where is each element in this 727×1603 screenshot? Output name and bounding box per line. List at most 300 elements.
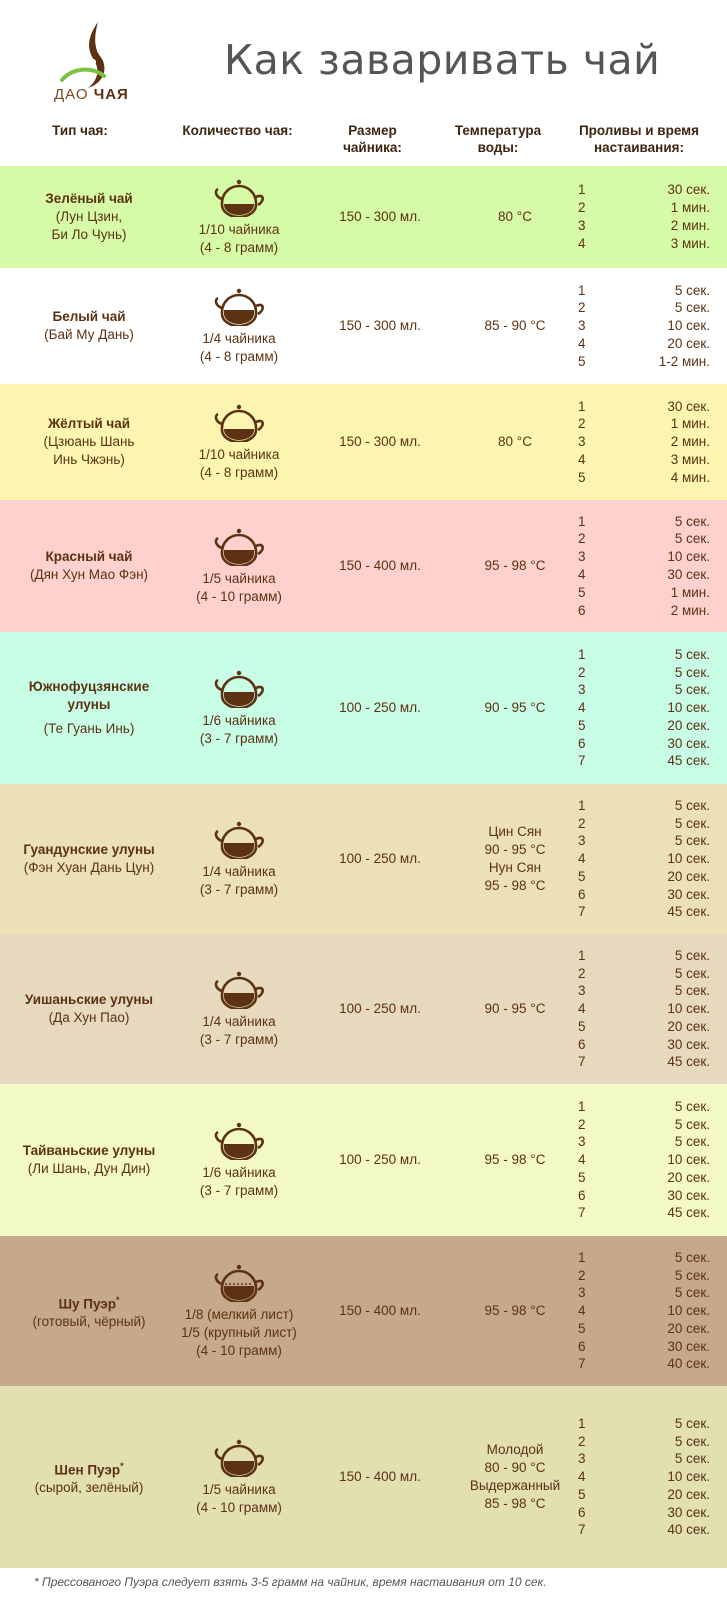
steep-time: 10 сек. [667, 700, 710, 716]
steep-item [578, 797, 718, 815]
steep-time: 5 сек. [674, 947, 710, 963]
tea-name [23, 1142, 156, 1160]
teapot-icon [212, 402, 266, 442]
teapot-size-cell [310, 1386, 450, 1568]
steep-time: 2 мин. [670, 218, 710, 233]
steep-item [578, 217, 718, 235]
steep-number: 3 [578, 218, 586, 233]
tea-subtitle: (Ли Шань, Дун Дин) [27, 1161, 151, 1176]
steep-time: 5 сек. [674, 983, 710, 999]
water-temp-line: 95 - 98 °C [484, 1152, 546, 1167]
steep-number: 5 [578, 717, 586, 733]
steep-number: 2 [578, 1433, 586, 1449]
tea-quantity-line: 1/6 чайника [202, 1165, 276, 1180]
steep-item [578, 1486, 718, 1504]
steep-number: 2 [578, 965, 586, 981]
steep-time: 5 сек. [674, 300, 710, 316]
teapot-icon [212, 819, 266, 859]
steep-time: 30 сек. [667, 886, 710, 902]
steep-list [578, 632, 718, 784]
tea-quantity-line: (3 - 7 грамм) [199, 1183, 279, 1198]
steep-time: 5 сек. [674, 1098, 710, 1114]
teapot-size: 150 - 300 мл. [339, 434, 421, 449]
tea-type-cell [0, 1236, 178, 1386]
tea-quantity-cell [165, 632, 313, 784]
steep-number: 5 [578, 469, 586, 485]
logo-text [54, 86, 129, 103]
steep-item [578, 735, 718, 753]
steep-number: 6 [578, 1187, 586, 1203]
steep-item [578, 717, 718, 735]
teapot-size: 150 - 300 мл. [339, 318, 421, 333]
water-temp-line: 95 - 98 °C [484, 558, 546, 573]
steep-item [578, 886, 718, 904]
steep-item [578, 1284, 718, 1302]
tea-type-cell [0, 1386, 178, 1568]
steep-number: 6 [578, 1504, 586, 1520]
steep-item [578, 1249, 718, 1267]
steep-time: 20 сек. [667, 1320, 710, 1336]
steep-time: 1-2 мин. [658, 353, 710, 369]
water-temp-line: 85 - 98 °C [484, 1496, 546, 1511]
teapot-icon [212, 969, 266, 1009]
steep-item [578, 1018, 718, 1036]
water-temp-cell [440, 500, 590, 632]
steep-number: 4 [578, 1152, 586, 1168]
water-temp-cell [440, 268, 590, 384]
steep-item [578, 299, 718, 317]
steep-item [578, 1521, 718, 1539]
steep-time: 45 сек. [667, 753, 710, 769]
steep-number: 5 [578, 1018, 586, 1034]
steep-number: 1 [578, 513, 586, 529]
steep-time: 20 сек. [667, 1018, 710, 1034]
steep-item [578, 982, 718, 1000]
tea-type-cell [0, 1084, 178, 1236]
steep-list [578, 1084, 718, 1236]
teapot-size-cell [310, 784, 450, 934]
steep-item [578, 868, 718, 886]
steep-time: 2 мин. [670, 434, 710, 450]
tea-quantity-line: 1/6 чайника [202, 713, 276, 728]
steep-time: 5 сек. [674, 664, 710, 680]
steep-time: 5 сек. [674, 1249, 710, 1265]
tea-quantity-line: 1/4 чайника [202, 1014, 276, 1029]
steep-item [578, 1133, 718, 1151]
water-temp-line: 95 - 98 °C [484, 1303, 546, 1318]
steep-time: 30 сек. [667, 1187, 710, 1203]
water-temp-cell [440, 1236, 590, 1386]
steep-item [578, 1187, 718, 1205]
steep-item [578, 1355, 718, 1373]
steep-list [578, 166, 718, 268]
steep-time: 20 сек. [667, 868, 710, 884]
steep-item [578, 1053, 718, 1071]
steep-time: 10 сек. [667, 549, 710, 565]
teapot-size-cell [310, 1236, 450, 1386]
steep-number: 4 [578, 567, 586, 582]
steep-time: 30 сек. [667, 398, 710, 414]
teapot-size: 100 - 250 мл. [339, 1152, 421, 1167]
steep-time: 5 сек. [674, 965, 710, 981]
water-temp-line: Нун Сян [488, 860, 542, 875]
tea-subtitle: (Те Гуань Инь) [43, 721, 135, 736]
steep-time: 5 сек. [674, 1451, 710, 1467]
steep-time: 1 мин. [670, 200, 710, 216]
steep-time: 5 сек. [674, 646, 710, 662]
steep-number: 3 [578, 434, 586, 450]
steep-time: 10 сек. [667, 1152, 710, 1168]
tea-row [0, 1084, 727, 1236]
tea-subtitle: (сырой, зелёный) [34, 1480, 144, 1496]
tea-quantity-line: 1/8 (мелкий лист) [184, 1307, 294, 1322]
steep-list [578, 500, 718, 632]
tea-type-cell [0, 500, 178, 632]
steep-number: 4 [578, 700, 586, 716]
tea-name-text: Красный чай [45, 549, 133, 564]
steep-number: 3 [578, 983, 586, 999]
tea-quantity-line: (4 - 8 грамм) [199, 465, 279, 480]
tea-subtitle: (Да Хун Пао) [48, 1010, 130, 1025]
tea-row [0, 632, 727, 784]
steep-time: 5 сек. [674, 1415, 710, 1431]
column-header-steep: Проливы и время настаивания: [578, 123, 700, 155]
tea-name-text: Шу Пуэр [58, 1296, 117, 1312]
steep-item [578, 1036, 718, 1054]
tea-quantity-line: (4 - 8 грамм) [199, 349, 279, 364]
tea-type-cell [0, 268, 178, 384]
tea-subtitle: улуны [67, 697, 111, 712]
tea-name-text: Жёлтый чай [47, 416, 131, 431]
tea-quantity-line: (4 - 10 грамм) [196, 1343, 282, 1358]
steep-number: 1 [578, 1415, 586, 1431]
tea-quantity-cell [165, 500, 313, 632]
steep-item [578, 1267, 718, 1285]
steep-time: 4 мин. [670, 469, 710, 485]
steep-number: 1 [578, 1098, 586, 1114]
tea-type-cell [0, 934, 178, 1084]
tea-quantity-cell [165, 784, 313, 934]
tea-name-text: Белый чай [52, 309, 126, 324]
steep-time: 10 сек. [667, 851, 710, 867]
steep-item [578, 513, 718, 531]
steep-time: 10 сек. [667, 1469, 710, 1485]
steep-time: 5 сек. [674, 1134, 710, 1150]
tea-name [54, 1457, 123, 1480]
tea-quantity-line: 1/10 чайника [198, 447, 280, 462]
water-temp-line: 90 - 95 °C [484, 700, 546, 715]
steep-number: 7 [578, 1522, 586, 1538]
steep-item [578, 903, 718, 921]
teapot-size-cell [310, 166, 450, 268]
steep-number: 2 [578, 1116, 586, 1132]
teapot-size: 100 - 250 мл. [339, 851, 421, 866]
steep-time: 5 сек. [674, 513, 710, 529]
tea-row [0, 500, 727, 632]
steep-time: 1 мин. [670, 584, 710, 600]
teapot-size-cell [310, 1084, 450, 1236]
water-temp-line: 80 - 90 °C [484, 1460, 546, 1475]
teapot-size: 150 - 400 мл. [339, 1303, 421, 1318]
steep-item [578, 584, 718, 602]
steep-item [578, 199, 718, 217]
column-header-type: Тип чая: [52, 123, 108, 138]
tea-quantity-line: (3 - 7 грамм) [199, 731, 279, 746]
steep-item [578, 1000, 718, 1018]
steep-time: 5 сек. [674, 282, 710, 298]
water-temp-line: 85 - 90 °C [484, 318, 546, 333]
water-temp-cell [440, 934, 590, 1084]
steep-time: 40 сек. [667, 1356, 710, 1372]
steep-number: 3 [578, 1134, 586, 1150]
steep-number: 4 [578, 1303, 586, 1319]
steep-item [578, 965, 718, 983]
steep-number: 4 [578, 335, 586, 351]
steep-item [578, 548, 718, 566]
steep-number: 5 [578, 868, 586, 884]
teapot-size: 100 - 250 мл. [339, 700, 421, 715]
steep-list [578, 384, 718, 500]
tea-row [0, 1236, 727, 1386]
teapot-size-cell [310, 268, 450, 384]
tea-name [46, 548, 133, 566]
steep-number: 7 [578, 1054, 586, 1070]
steep-number: 3 [578, 682, 586, 698]
tea-row [0, 1386, 727, 1568]
tea-type-cell [0, 166, 178, 268]
tea-quantity-cell [165, 934, 313, 1084]
tea-subtitle: (Дян Хун Мао Фэн) [29, 567, 149, 582]
teapot-icon [212, 1262, 266, 1302]
steep-item [578, 335, 718, 353]
tea-quantity-line: 1/5 (крупный лист) [181, 1325, 297, 1340]
steep-item [578, 815, 718, 833]
steep-list [578, 1236, 718, 1386]
teapot-icon [212, 526, 266, 566]
steep-time: 10 сек. [667, 1001, 710, 1017]
tea-subtitle: (готовый, чёрный) [32, 1314, 146, 1330]
steep-item [578, 530, 718, 548]
teapot-size-cell [310, 934, 450, 1084]
steep-item [578, 602, 718, 620]
teapot-icon [212, 668, 266, 708]
steep-number: 1 [578, 797, 586, 813]
water-temp-cell [440, 784, 590, 934]
teapot-icon [212, 177, 266, 217]
steep-number: 4 [578, 1001, 586, 1017]
steep-time: 45 сек. [667, 904, 710, 920]
steep-item [578, 850, 718, 868]
steep-item [578, 1415, 718, 1433]
tea-name-text: Зелёный чай [45, 191, 133, 206]
steep-time: 10 сек. [667, 1303, 710, 1319]
teapot-icon [212, 286, 266, 326]
tea-quantity-line: 1/10 чайника [198, 222, 280, 237]
steep-item [578, 451, 718, 469]
steep-time: 30 сек. [667, 182, 710, 198]
steep-time: 45 сек. [667, 1054, 710, 1070]
steep-item [578, 1338, 718, 1356]
tea-quantity-line: (4 - 10 грамм) [196, 1500, 282, 1515]
steep-number: 2 [578, 200, 586, 216]
tea-name-text: Шен Пуэр [54, 1462, 121, 1478]
steep-item [578, 832, 718, 850]
steep-time: 5 сек. [674, 815, 710, 831]
tea-quantity-line: 1/5 чайника [202, 571, 276, 586]
steep-item [578, 415, 718, 433]
steep-number: 1 [578, 182, 586, 198]
water-temp-line: 80 °C [498, 434, 532, 449]
water-temp-line: 80 °C [498, 209, 532, 224]
tea-name [23, 841, 154, 859]
steep-time: 20 сек. [667, 1169, 710, 1185]
steep-time: 10 сек. [667, 318, 710, 334]
tea-type-cell [0, 632, 178, 784]
water-temp-line: Цин Сян [488, 824, 542, 839]
tea-quantity-cell [165, 1236, 313, 1386]
water-temp-line: 90 - 95 °C [484, 1001, 546, 1016]
steep-time: 30 сек. [667, 567, 710, 582]
steep-number: 6 [578, 602, 586, 618]
water-temp-cell [440, 632, 590, 784]
steep-time: 3 мин. [670, 451, 710, 467]
steep-list [578, 1386, 718, 1568]
tea-row [0, 384, 727, 500]
steep-time: 5 сек. [674, 1267, 710, 1283]
steep-number: 2 [578, 300, 586, 316]
steep-item [578, 1151, 718, 1169]
tea-row [0, 268, 727, 384]
steep-item [578, 752, 718, 770]
tea-quantity-cell [165, 166, 313, 268]
page-title: Как заваривать чай [224, 36, 661, 84]
steep-time: 5 сек. [674, 682, 710, 698]
steep-item [578, 1320, 718, 1338]
tea-name [25, 991, 153, 1009]
steep-time: 5 сек. [674, 797, 710, 813]
steep-time: 30 сек. [667, 1504, 710, 1520]
steep-time: 2 мин. [670, 602, 710, 618]
steep-number: 3 [578, 1285, 586, 1301]
steep-time: 1 мин. [670, 416, 710, 432]
tea-quantity-cell [165, 384, 313, 500]
water-temp-line: 90 - 95 °C [484, 842, 546, 857]
steep-number: 4 [578, 235, 586, 251]
teapot-size-cell [310, 500, 450, 632]
steep-number: 1 [578, 398, 586, 414]
steep-number: 4 [578, 1469, 586, 1485]
steep-item [578, 947, 718, 965]
steep-time: 5 сек. [674, 1433, 710, 1449]
column-header-temp: Температура воды: [454, 123, 542, 155]
steep-number: 3 [578, 1451, 586, 1467]
steep-item [578, 235, 718, 253]
steep-number: 5 [578, 1486, 586, 1502]
tea-name [45, 190, 132, 208]
steep-list [578, 784, 718, 934]
steep-number: 3 [578, 318, 586, 334]
steep-list [578, 934, 718, 1084]
footnote: * Прессованого Пуэра следует взять 3-5 грамм на чайник, время настаивания от 10 сек. [34, 1575, 547, 1589]
tea-quantity-line: 1/4 чайника [202, 864, 276, 879]
steep-item [578, 1169, 718, 1187]
steep-item [578, 1450, 718, 1468]
tea-subtitle: (Бай Му Дань) [44, 327, 134, 342]
steep-time: 30 сек. [667, 1338, 710, 1354]
steep-number: 1 [578, 1249, 586, 1265]
teapot-icon [212, 1437, 266, 1477]
teapot-size: 100 - 250 мл. [339, 1001, 421, 1016]
steep-time: 20 сек. [667, 335, 710, 351]
logo-text-chaya: ЧАЯ [93, 86, 129, 103]
tea-quantity-cell [165, 1084, 313, 1236]
steep-time: 5 сек. [674, 1285, 710, 1301]
steep-number: 5 [578, 584, 586, 600]
steep-time: 45 сек. [667, 1205, 710, 1221]
water-temp-cell [440, 384, 590, 500]
steep-item [578, 433, 718, 451]
steep-item [578, 317, 718, 335]
tea-quantity-line: (4 - 8 грамм) [199, 240, 279, 255]
steep-number: 1 [578, 646, 586, 662]
tea-type-cell [0, 384, 178, 500]
steep-number: 7 [578, 753, 586, 769]
water-temp-cell [440, 166, 590, 268]
steep-item [578, 1302, 718, 1320]
tea-name [48, 415, 130, 433]
steep-item [578, 699, 718, 717]
tea-quantity-line: (3 - 7 грамм) [199, 882, 279, 897]
steep-number: 2 [578, 664, 586, 680]
header [0, 0, 727, 116]
steep-item [578, 353, 718, 371]
steep-number: 1 [578, 947, 586, 963]
steep-time: 30 сек. [667, 1036, 710, 1052]
steep-item [578, 1116, 718, 1134]
tea-quantity-cell [165, 268, 313, 384]
steep-number: 2 [578, 815, 586, 831]
steep-number: 2 [578, 416, 586, 432]
tea-quantity-line: 1/5 чайника [202, 1482, 276, 1497]
teapot-size: 150 - 400 мл. [339, 1469, 421, 1484]
footnote-mark: * [120, 1460, 124, 1471]
steep-number: 6 [578, 735, 586, 751]
tea-subtitle: Инь Чжэнь) [53, 452, 125, 467]
tea-subtitle: Би Ло Чунь) [51, 227, 127, 242]
tea-row [0, 166, 727, 268]
steep-time: 20 сек. [667, 717, 710, 733]
water-temp-line: Выдержанный [469, 1478, 561, 1493]
tea-quantity-line: (3 - 7 грамм) [199, 1032, 279, 1047]
steep-item [578, 282, 718, 300]
steep-number: 7 [578, 1205, 586, 1221]
teapot-size-cell [310, 632, 450, 784]
steep-number: 6 [578, 1338, 586, 1354]
water-temp-cell [440, 1084, 590, 1236]
steep-number: 2 [578, 531, 586, 547]
steep-time: 30 сек. [667, 735, 710, 751]
steep-time: 40 сек. [667, 1522, 710, 1538]
teapot-size: 150 - 400 мл. [339, 558, 421, 573]
steep-time: 5 сек. [674, 531, 710, 547]
steep-number: 6 [578, 886, 586, 902]
tea-row [0, 784, 727, 934]
tea-name-text: Южнофуцзянские [28, 679, 150, 694]
tea-subtitle: (Цзюань Шань [43, 434, 135, 449]
tea-type-cell [0, 784, 178, 934]
column-header-qty: Количество чая: [182, 123, 293, 138]
tea-quantity-line: (4 - 10 грамм) [196, 589, 282, 604]
